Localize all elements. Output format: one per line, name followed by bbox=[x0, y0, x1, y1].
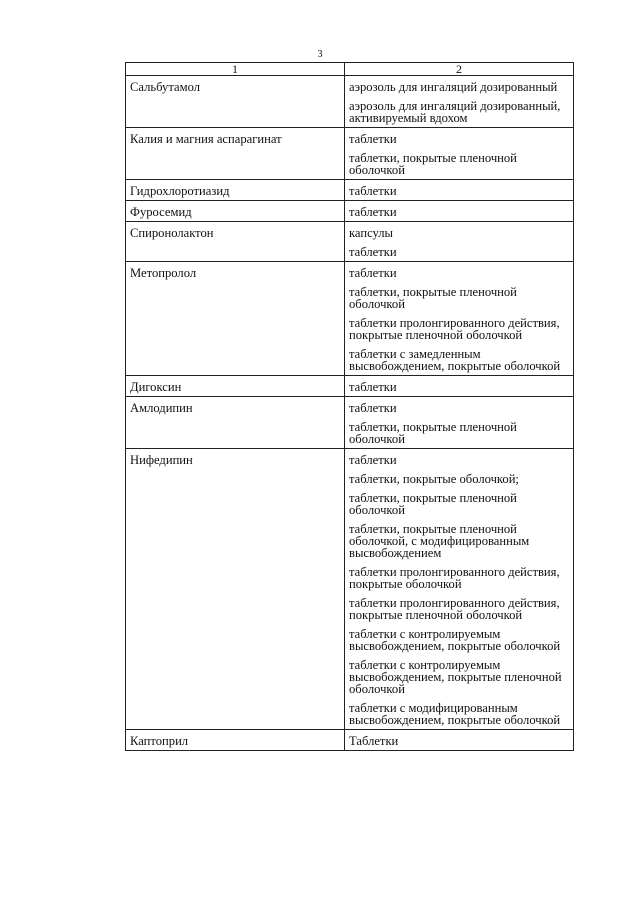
dosage-form: таблетки bbox=[349, 132, 397, 146]
dosage-form: таблетки, покрытые пленочной оболочкой bbox=[349, 420, 517, 446]
dosage-form: Таблетки bbox=[349, 734, 399, 748]
dosage-form: таблетки с модифицированным высвобождением, покрытые оболочкой bbox=[349, 701, 561, 727]
drug-name: Метопролол bbox=[130, 266, 197, 280]
dosage-forms-cell bbox=[345, 376, 574, 397]
drug-name-cell bbox=[126, 730, 345, 751]
drug-name-cell bbox=[126, 180, 345, 201]
dosage-forms-cell bbox=[345, 449, 574, 730]
dosage-form: таблетки, покрытые пленочной оболочкой, с модифицированным высвобождением bbox=[349, 522, 530, 560]
dosage-forms-cell bbox=[345, 730, 574, 751]
dosage-form: таблетки, покрытые пленочной оболочкой bbox=[349, 491, 517, 517]
drug-name-cell bbox=[126, 76, 345, 128]
dosage-form: таблетки bbox=[349, 453, 397, 467]
drug-name: Калия и магния аспарагинат bbox=[130, 132, 282, 146]
column-header-2: 2 bbox=[345, 63, 574, 76]
drug-name-cell bbox=[126, 201, 345, 222]
dosage-forms-cell bbox=[345, 180, 574, 201]
table-row bbox=[126, 180, 574, 201]
drug-name-cell bbox=[126, 376, 345, 397]
dosage-form: таблетки bbox=[349, 184, 397, 198]
table-row bbox=[126, 397, 574, 449]
drug-name: Амлодипин bbox=[130, 401, 193, 415]
table-row bbox=[126, 201, 574, 222]
drug-name: Гидрохлоротиазид bbox=[130, 184, 230, 198]
dosage-form: таблетки с замедленным высвобождением, покрытые оболочкой bbox=[349, 347, 561, 373]
page-number: 3 bbox=[317, 49, 323, 60]
dosage-forms-cell bbox=[345, 201, 574, 222]
drug-name: Дигоксин bbox=[130, 380, 182, 394]
drug-name-cell bbox=[126, 128, 345, 180]
drug-name-cell bbox=[126, 222, 345, 262]
dosage-form: капсулы bbox=[349, 226, 394, 240]
table-row bbox=[126, 128, 574, 180]
table-row bbox=[126, 76, 574, 128]
dosage-form: таблетки bbox=[349, 401, 397, 415]
dosage-form: аэрозоль для ингаляций дозированный bbox=[349, 80, 558, 94]
drug-name: Каптоприл bbox=[130, 734, 189, 748]
dosage-form: таблетки с контролируемым высвобождением, покрытые пленочной оболочкой bbox=[349, 658, 562, 696]
dosage-forms-cell bbox=[345, 262, 574, 376]
dosage-forms-cell bbox=[345, 397, 574, 449]
dosage-form: таблетки, покрытые пленочной оболочкой bbox=[349, 151, 517, 177]
dosage-form: таблетки, покрытые пленочной оболочкой bbox=[349, 285, 517, 311]
dosage-form: таблетки пролонгированного действия, покрытые пленочной оболочкой bbox=[349, 316, 560, 342]
dosage-forms-cell bbox=[345, 128, 574, 180]
dosage-form: таблетки bbox=[349, 245, 397, 259]
drug-name: Фуросемид bbox=[130, 205, 192, 219]
dosage-form: таблетки, покрытые оболочкой; bbox=[349, 472, 519, 486]
dosage-form: таблетки bbox=[349, 266, 397, 280]
table-row bbox=[126, 449, 574, 730]
drug-name-cell bbox=[126, 449, 345, 730]
table-header-row bbox=[126, 63, 574, 76]
drug-name-cell bbox=[126, 397, 345, 449]
dosage-forms-cell bbox=[345, 222, 574, 262]
dosage-form: таблетки пролонгированного действия, покрытые оболочкой bbox=[349, 565, 560, 591]
drug-name: Нифедипин bbox=[130, 453, 193, 467]
dosage-form: аэрозоль для ингаляций дозированный, активируемый вдохом bbox=[349, 99, 561, 125]
dosage-forms-cell bbox=[345, 76, 574, 128]
drug-name: Сальбутамол bbox=[130, 80, 200, 94]
table-row bbox=[126, 262, 574, 376]
dosage-form: таблетки пролонгированного действия, покрытые пленочной оболочкой bbox=[349, 596, 560, 622]
drug-name: Спиронолактон bbox=[130, 226, 214, 240]
dosage-form: таблетки bbox=[349, 380, 397, 394]
drug-table bbox=[125, 62, 574, 751]
table-row bbox=[126, 730, 574, 751]
dosage-form: таблетки с контролируемым высвобождением, покрытые оболочкой bbox=[349, 627, 561, 653]
table-row bbox=[126, 222, 574, 262]
table-row bbox=[126, 376, 574, 397]
column-header-1: 1 bbox=[126, 63, 345, 76]
drug-name-cell bbox=[126, 262, 345, 376]
dosage-form: таблетки bbox=[349, 205, 397, 219]
